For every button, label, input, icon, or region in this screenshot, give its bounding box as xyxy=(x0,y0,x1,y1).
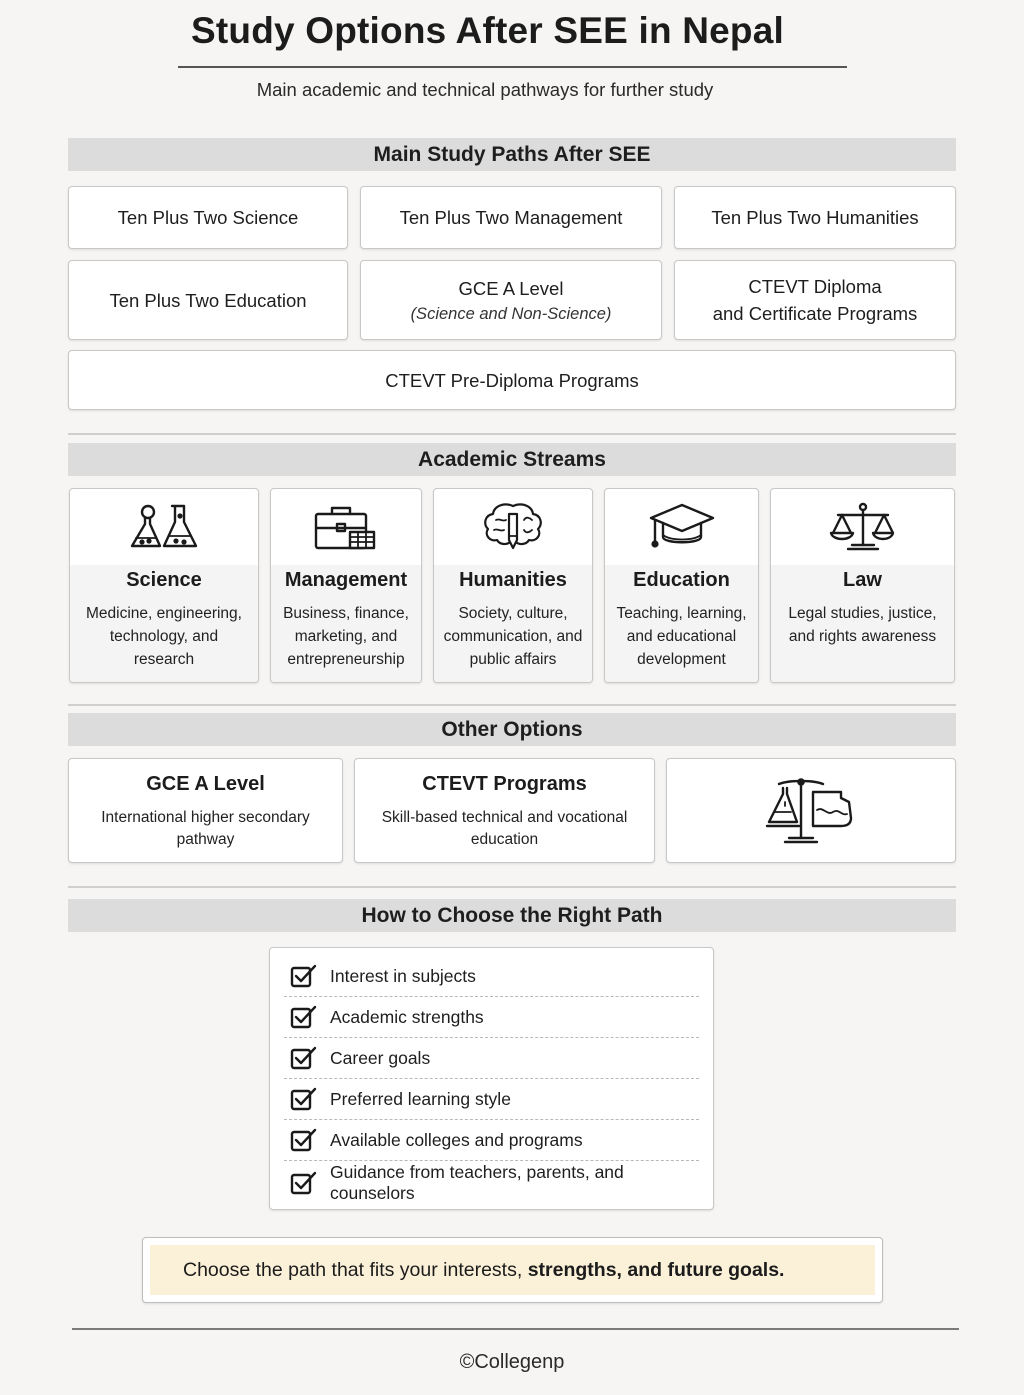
checklist xyxy=(269,947,714,1210)
stream-card-science xyxy=(69,488,259,683)
footer-divider xyxy=(72,1328,959,1330)
checklist-label: Preferred learning style xyxy=(330,1088,511,1109)
desc-line: and rights awareness xyxy=(788,628,937,645)
stream-title: Law xyxy=(843,569,882,591)
path-label: Ten Plus Two Science xyxy=(117,207,299,228)
section-divider xyxy=(68,704,956,706)
stream-card-humanities xyxy=(433,488,593,683)
option-description xyxy=(79,807,332,851)
desc-line: technology, and research xyxy=(109,628,219,668)
callout-text-bold: strengths, xyxy=(527,1258,622,1281)
stream-title: Humanities xyxy=(459,569,567,591)
stream-description xyxy=(279,602,413,671)
path-box-ctevt-diploma xyxy=(674,260,956,340)
checklist-item xyxy=(284,1038,699,1079)
footer-copyright: ©Collegenp xyxy=(459,1351,565,1373)
checklist-item xyxy=(284,956,699,997)
stream-description xyxy=(613,602,750,671)
option-card-gce xyxy=(68,758,343,863)
desc-line: Business, finance, xyxy=(283,605,409,622)
desc-line: and educational xyxy=(626,628,737,645)
stream-title: Science xyxy=(126,569,202,591)
path-label: Ten Plus Two Management xyxy=(399,207,623,228)
stream-title: Education xyxy=(633,569,730,591)
section-heading-choose: How to Choose the Right Path xyxy=(68,899,956,932)
desc-line: public affairs xyxy=(469,651,557,668)
option-card-icon xyxy=(666,758,956,863)
path-sublabel: (Science and Non-Science) xyxy=(410,304,612,323)
checkbox-checked-icon xyxy=(290,1128,318,1152)
desc-line: International higher secondary xyxy=(101,809,310,826)
path-label-line2: and Certificate Programs xyxy=(712,303,918,324)
desc-line: education xyxy=(470,831,539,848)
stream-card-management xyxy=(270,488,422,683)
path-box-ctevt-pre-diploma xyxy=(68,350,956,410)
title-divider xyxy=(178,66,847,68)
desc-line: Medicine, engineering, xyxy=(86,605,242,622)
desc-line: Legal studies, justice, xyxy=(788,605,937,622)
path-label: GCE A Level xyxy=(458,277,564,299)
checklist-item xyxy=(284,1120,699,1161)
path-box-gce xyxy=(360,260,662,340)
desc-line: marketing, and xyxy=(294,628,398,645)
path-box-humanities xyxy=(674,186,956,249)
checkbox-checked-icon xyxy=(290,1087,318,1111)
section-divider xyxy=(68,886,956,888)
stream-description xyxy=(78,602,250,671)
path-label: Ten Plus Two Humanities xyxy=(711,207,919,228)
desc-line: pathway xyxy=(176,831,235,848)
option-description xyxy=(365,807,644,851)
desc-line: Skill-based technical and vocational xyxy=(381,809,628,826)
checklist-label: Academic strengths xyxy=(330,1006,484,1027)
path-box-science xyxy=(68,186,348,249)
checklist-label: Interest in subjects xyxy=(330,965,476,986)
stream-description xyxy=(779,602,946,648)
desc-line: communication, and xyxy=(443,628,583,645)
checklist-label: Available colleges and programs xyxy=(330,1129,583,1150)
path-box-education xyxy=(68,260,348,340)
scales-icon xyxy=(771,489,954,565)
brain-pen-icon xyxy=(434,489,592,565)
section-heading-streams: Academic Streams xyxy=(68,443,956,476)
option-title: CTEVT Programs xyxy=(422,773,587,795)
checklist-label: Career goals xyxy=(330,1047,431,1068)
checklist-item xyxy=(284,997,699,1038)
graduation-cap-icon xyxy=(605,489,758,565)
checkbox-checked-icon xyxy=(290,1171,318,1195)
desc-line: Teaching, learning, xyxy=(616,605,747,622)
page-subtitle: Main academic and technical pathways for further study xyxy=(256,79,714,100)
path-label: Ten Plus Two Education xyxy=(109,289,307,311)
option-card-ctevt xyxy=(354,758,655,863)
desc-line: entrepreneurship xyxy=(287,651,405,668)
stream-card-education xyxy=(604,488,759,683)
stream-card-law xyxy=(770,488,955,683)
checkbox-checked-icon xyxy=(290,1005,318,1029)
path-label-line1: CTEVT Diploma xyxy=(748,276,882,297)
section-heading-other-options: Other Options xyxy=(68,713,956,746)
scales-flask-icon xyxy=(765,776,857,846)
section-heading-main-paths: Main Study Paths After SEE xyxy=(68,138,956,171)
desc-line: development xyxy=(637,651,726,668)
checkbox-checked-icon xyxy=(290,964,318,988)
callout-text xyxy=(150,1245,875,1295)
callout-text-bold: and future goals. xyxy=(627,1258,785,1281)
stream-description xyxy=(442,602,584,671)
section-divider xyxy=(68,433,956,435)
checklist-label: Guidance from teachers, parents, and counselors xyxy=(330,1161,624,1203)
lab-flasks-icon xyxy=(70,489,258,565)
page-title: Study Options After SEE in Nepal xyxy=(191,10,784,51)
checklist-item xyxy=(284,1162,699,1203)
path-box-management xyxy=(360,186,662,249)
desc-line: Society, culture, xyxy=(458,605,568,622)
stream-title: Management xyxy=(284,569,408,591)
option-title: GCE A Level xyxy=(146,773,265,795)
checkbox-checked-icon xyxy=(290,1046,318,1070)
briefcase-icon xyxy=(271,489,421,565)
checklist-item xyxy=(284,1079,699,1120)
path-label: CTEVT Pre-Diploma Programs xyxy=(385,369,639,391)
callout-text-plain: Choose the path that fits your interests, xyxy=(183,1258,528,1281)
callout-box xyxy=(142,1237,883,1303)
